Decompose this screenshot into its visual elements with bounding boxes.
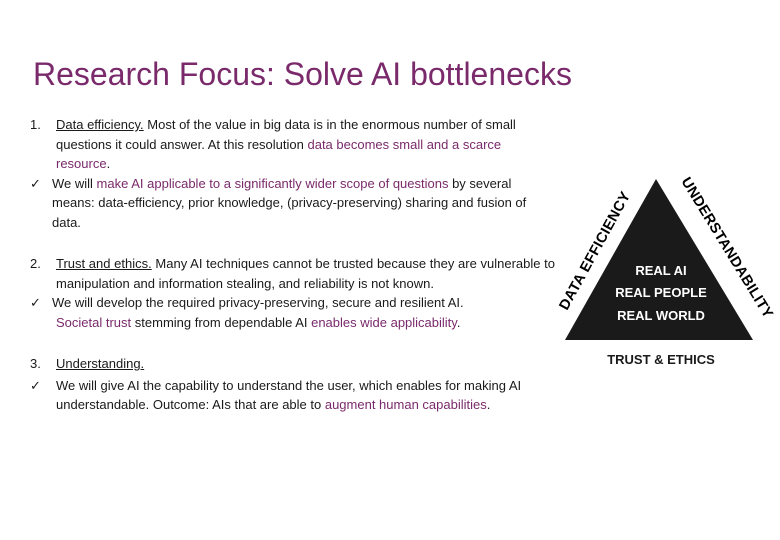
item-heading: Trust and ethics. — [56, 256, 152, 271]
item-body — [56, 354, 555, 374]
page-title: Research Focus: Solve AI bottlenecks — [33, 56, 572, 92]
item-heading: Data efficiency. — [56, 117, 144, 132]
check-body — [52, 293, 555, 332]
check-icon: ✓ — [30, 295, 41, 310]
item-number: 3. — [30, 356, 41, 371]
check-highlight-trust: Societal trust — [56, 314, 132, 330]
check-text-mid: stemming from dependable AI — [131, 314, 312, 330]
item-number: 1. — [30, 117, 41, 132]
check-text: We will give AI the capability to understand the user, which enables for making AI understandable. Outcome: AIs that are able to — [56, 377, 522, 412]
check-text-end: . — [486, 397, 491, 412]
check-item — [30, 174, 555, 233]
bottom-label: TRUST & ETHICS — [607, 352, 715, 367]
left-side-label: DATA EFFICIENCY — [556, 189, 635, 313]
check-highlight: make AI applicable to a significantly wider scope of questions — [96, 175, 449, 191]
check-icon: ✓ — [30, 175, 41, 191]
check-text: We will — [52, 175, 97, 191]
item-heading: Understanding. — [56, 356, 145, 371]
item-body — [56, 254, 555, 293]
bottleneck-list — [30, 115, 555, 415]
item-body — [56, 115, 555, 174]
list-item — [30, 115, 555, 174]
check-body — [52, 174, 555, 233]
list-item — [30, 254, 555, 293]
item-text: Many AI techniques cannot be trusted because they are vulnerable to manipulation and information stealing, and reliability is not known. — [56, 256, 555, 291]
check-text-end: . — [456, 314, 461, 330]
item-number: 2. — [30, 256, 41, 271]
check-highlight: augment human capabilities — [324, 397, 487, 412]
item-highlight: data becomes small and a scarce resource — [56, 136, 502, 171]
check-highlight-applicability: enables wide applicability — [311, 314, 457, 330]
center-line-1: REAL AI — [635, 263, 687, 278]
bottleneck-triangle-diagram — [555, 175, 780, 375]
center-line-2: REAL PEOPLE — [615, 285, 707, 300]
check-icon: ✓ — [30, 377, 41, 393]
item-text-end: . — [106, 156, 111, 171]
check-item — [30, 293, 555, 332]
check-body — [56, 376, 556, 415]
center-line-3: REAL WORLD — [617, 308, 705, 323]
check-text-end: by several means: data-efficiency, prior knowledge, (privacy-preserving) sharing and fusion of data. — [52, 175, 527, 230]
item-text: Most of the value in big data is in the enormous number of small questions it could answer. At this resolution — [56, 117, 516, 152]
check-text: We will develop the required privacy-preserving, secure and resilient AI. — [52, 295, 464, 310]
list-item — [30, 354, 555, 374]
check-item — [30, 376, 555, 415]
right-side-label: UNDERSTANDABILITY — [677, 175, 776, 322]
